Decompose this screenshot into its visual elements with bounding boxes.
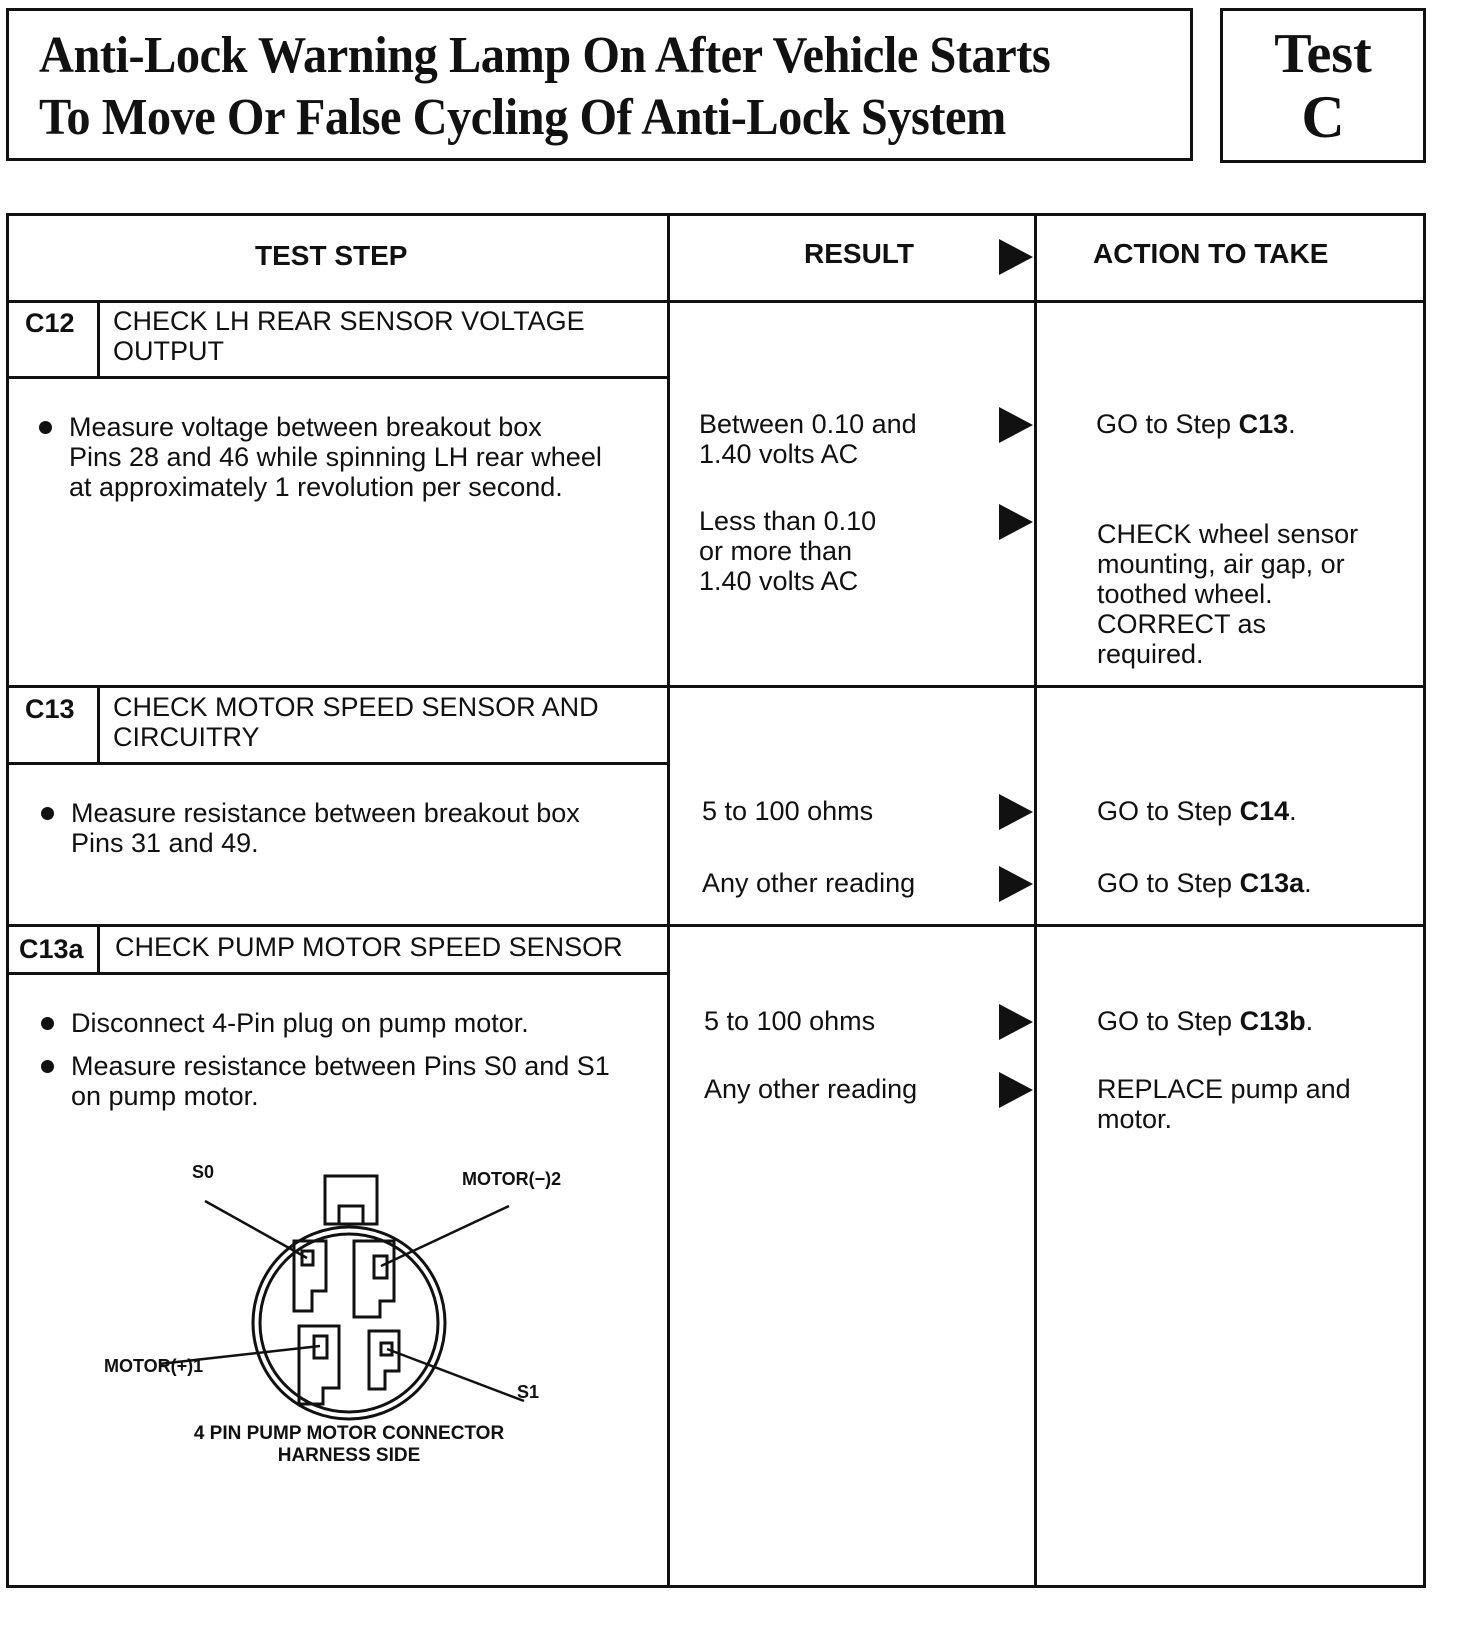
- result-text: Any other reading: [702, 868, 916, 898]
- action-text: motor.: [1097, 1104, 1173, 1134]
- action-text: CHECK wheel sensor: [1097, 519, 1359, 549]
- label-s1: S1: [517, 1382, 540, 1402]
- test-table: [6, 213, 1426, 1588]
- instruction: Pins 28 and 46 while spinning LH rear wheel: [69, 442, 602, 472]
- step-number: C13: [25, 694, 75, 724]
- instruction: at approximately 1 revolution per second.: [69, 472, 563, 502]
- arrow-icon: [999, 1004, 1033, 1040]
- arrow-icon: [999, 794, 1033, 830]
- action-text: toothed wheel.: [1097, 579, 1273, 609]
- instruction: on pump motor.: [71, 1081, 259, 1111]
- pin-cavity-motor-plus: [299, 1326, 339, 1404]
- connector-body: [253, 1227, 445, 1419]
- title-line-2: To Move Or False Cycling Of Anti-Lock System: [39, 89, 1006, 146]
- arrow-icon: [999, 239, 1033, 275]
- action-text: GO to Step C14.: [1097, 796, 1297, 826]
- test-badge-label: Test: [1274, 23, 1372, 85]
- connector-diagram: [9, 216, 669, 1586]
- title-box: [6, 8, 1193, 161]
- action-text: GO to Step C13b.: [1097, 1006, 1314, 1036]
- title-line-1: Anti-Lock Warning Lamp On After Vehicle Starts: [39, 27, 1051, 84]
- pin-cavity-s1: [369, 1331, 399, 1389]
- instruction: Measure resistance between Pins S0 and S1: [71, 1051, 610, 1081]
- header-test-step: TEST STEP: [255, 240, 408, 271]
- step-heading: CHECK MOTOR SPEED SENSOR AND: [113, 692, 599, 722]
- test-badge-letter: C: [1301, 84, 1345, 150]
- result-text: 5 to 100 ohms: [702, 796, 874, 826]
- leader-line-motor-minus: [381, 1206, 509, 1266]
- caption-line-2: HARNESS SIDE: [277, 1445, 421, 1466]
- action-text: REPLACE pump and: [1097, 1074, 1351, 1104]
- step-number: C13a: [19, 934, 84, 964]
- step-heading: CHECK PUMP MOTOR SPEED SENSOR: [115, 932, 623, 962]
- result-text: 1.40 volts AC: [699, 439, 859, 469]
- result-text: 5 to 100 ohms: [704, 1006, 876, 1036]
- action-text: CORRECT as: [1097, 609, 1267, 639]
- arrow-icon: [999, 866, 1033, 902]
- step-number: C12: [25, 308, 75, 338]
- result-text: Any other reading: [704, 1074, 918, 1104]
- label-motor-plus: MOTOR(+)1: [104, 1356, 204, 1376]
- caption-line-1: 4 PIN PUMP MOTOR CONNECTOR: [193, 1423, 505, 1444]
- arrow-icon: [999, 504, 1033, 540]
- diagram-caption: [149, 1423, 549, 1467]
- arrow-icon: [999, 407, 1033, 443]
- step-heading: CIRCUITRY: [113, 722, 260, 752]
- action-text: GO to Step C13.: [1096, 409, 1296, 439]
- column-divider: [1034, 216, 1037, 1585]
- action-text: mounting, air gap, or: [1097, 549, 1345, 579]
- result-text: Between 0.10 and: [699, 409, 917, 439]
- instruction: Measure voltage between breakout box: [69, 412, 542, 442]
- label-motor-minus: MOTOR(−)2: [462, 1169, 562, 1189]
- leader-line-s0: [205, 1201, 307, 1258]
- result-text: 1.40 volts AC: [699, 566, 859, 596]
- instruction: Disconnect 4-Pin plug on pump motor.: [71, 1008, 529, 1038]
- instruction: Pins 31 and 49.: [71, 828, 259, 858]
- step-heading: OUTPUT: [113, 336, 224, 366]
- test-badge: [1220, 8, 1426, 163]
- label-s0: S0: [192, 1162, 215, 1182]
- action-text: required.: [1097, 639, 1204, 669]
- leader-line-s1: [387, 1349, 524, 1401]
- connector-tab: [325, 1176, 377, 1224]
- action-text: GO to Step C13a.: [1097, 868, 1312, 898]
- header-action: ACTION TO TAKE: [1093, 238, 1329, 269]
- header-result: RESULT: [804, 238, 914, 269]
- step-heading: CHECK LH REAR SENSOR VOLTAGE: [113, 306, 585, 336]
- arrow-icon: [999, 1072, 1033, 1108]
- instruction: Measure resistance between breakout box: [71, 798, 580, 828]
- result-text: Less than 0.10: [699, 506, 877, 536]
- result-text: or more than: [699, 536, 853, 566]
